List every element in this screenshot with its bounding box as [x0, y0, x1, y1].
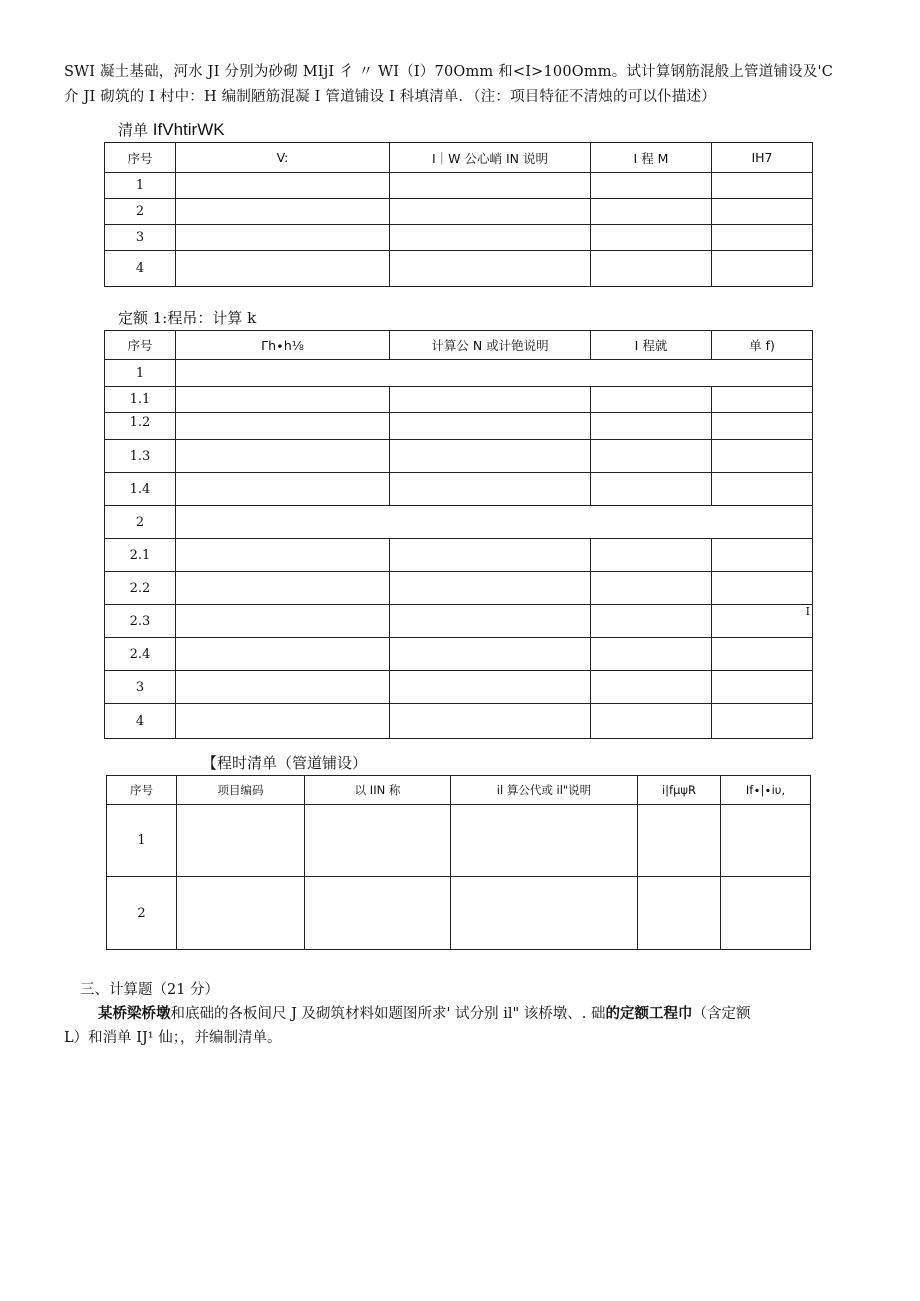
cell[interactable]	[390, 413, 591, 440]
cell[interactable]	[712, 387, 813, 413]
cell[interactable]	[712, 225, 813, 251]
bold-phrase-1: 某桥梁桥墩	[98, 1005, 171, 1022]
group-cell[interactable]	[176, 360, 813, 387]
header-index: 序号	[105, 143, 176, 173]
row-index: 1.3	[105, 440, 176, 473]
row-index: 2	[105, 506, 176, 539]
cell[interactable]	[712, 251, 813, 287]
row-index: 2.2	[105, 572, 176, 605]
table-row	[105, 251, 813, 287]
table1-caption-prefix: 清单	[118, 121, 149, 139]
cell[interactable]	[390, 199, 591, 225]
cell[interactable]	[176, 572, 390, 605]
header-code: 项目编码	[177, 776, 305, 805]
cell[interactable]	[712, 199, 813, 225]
cell[interactable]	[177, 877, 305, 950]
group-cell[interactable]	[176, 506, 813, 539]
paragraph-text-2: （含定额	[692, 1006, 751, 1022]
cell[interactable]	[591, 539, 712, 572]
header-quantity: I 程 M	[591, 143, 712, 173]
row-index: 2	[107, 877, 177, 950]
cell[interactable]	[305, 877, 451, 950]
cell[interactable]	[176, 638, 390, 671]
section-paragraph	[80, 1002, 870, 1026]
row-index: 4	[105, 704, 176, 739]
header-index: 序号	[107, 776, 177, 805]
cell[interactable]	[176, 387, 390, 413]
header-name: Γh∙h⅛	[176, 331, 390, 360]
row-index: 1.1	[105, 387, 176, 413]
cell[interactable]	[451, 877, 638, 950]
cell[interactable]	[451, 805, 638, 877]
header-formula: 计算公 N 或计铯说明	[390, 331, 591, 360]
cell[interactable]	[390, 440, 591, 473]
cell[interactable]	[591, 225, 712, 251]
table-row	[105, 605, 813, 638]
cell[interactable]	[712, 173, 813, 199]
cell[interactable]	[176, 199, 390, 225]
row-index: 3	[105, 225, 176, 251]
table-row	[105, 704, 813, 739]
cell[interactable]	[390, 387, 591, 413]
header-quantity: I 程就	[591, 331, 712, 360]
cell[interactable]	[176, 173, 390, 199]
row-index: 4	[105, 251, 176, 287]
cell[interactable]	[712, 539, 813, 572]
intro-line-1: SWI 凝土基础，河水 JI 分别为砂砌 MIjI 彳 〃 WI（I）70Omm 和<I>100Omm。试计算钢筋混般上管道铺设及'C	[64, 64, 834, 80]
quota-table	[104, 330, 813, 739]
cell[interactable]	[390, 605, 591, 638]
table-row	[105, 360, 813, 387]
cell[interactable]	[591, 387, 712, 413]
cell[interactable]	[712, 413, 813, 440]
cell[interactable]	[176, 251, 390, 287]
cell[interactable]	[638, 877, 721, 950]
row-index: 3	[105, 671, 176, 704]
table-row	[107, 805, 811, 877]
cell[interactable]	[591, 413, 712, 440]
cell[interactable]	[712, 440, 813, 473]
cell[interactable]	[712, 605, 813, 638]
cell[interactable]	[390, 251, 591, 287]
cell[interactable]	[712, 473, 813, 506]
cell[interactable]	[712, 704, 813, 739]
cell[interactable]	[721, 805, 811, 877]
cell[interactable]	[176, 539, 390, 572]
table1-caption	[118, 119, 225, 140]
cell[interactable]	[390, 225, 591, 251]
row-index: 2.4	[105, 638, 176, 671]
cell[interactable]	[176, 671, 390, 704]
row-index: 1	[105, 360, 176, 387]
problem-intro	[64, 60, 864, 110]
row-index: 2.3	[105, 605, 176, 638]
cell[interactable]	[305, 805, 451, 877]
cell[interactable]	[591, 671, 712, 704]
cell[interactable]	[176, 440, 390, 473]
section-heading: 三、计算题（21 分）	[80, 982, 220, 998]
table-header-row	[107, 776, 811, 805]
cell[interactable]	[176, 605, 390, 638]
header-name: V:	[176, 143, 390, 173]
margin-mark: I	[805, 605, 810, 618]
table-row	[105, 387, 813, 413]
cell[interactable]	[591, 251, 712, 287]
table-row	[105, 225, 813, 251]
bill-table	[104, 142, 813, 287]
cell[interactable]	[390, 173, 591, 199]
header-unit: 单 f)	[712, 331, 813, 360]
cell[interactable]	[176, 225, 390, 251]
bold-phrase-2: 的定额工程巾	[605, 1005, 693, 1022]
cell[interactable]	[591, 473, 712, 506]
table-row	[105, 473, 813, 506]
row-index: 2	[105, 199, 176, 225]
table-row	[105, 572, 813, 605]
header-formula: I｜W 公心峭 IN 说明	[390, 143, 591, 173]
cell[interactable]	[176, 704, 390, 739]
cell[interactable]	[591, 704, 712, 739]
header-unit: If∙|∙iυ,	[721, 776, 811, 805]
calculation-section	[64, 978, 870, 1050]
row-index: 1	[105, 173, 176, 199]
cell[interactable]	[390, 572, 591, 605]
pipe-laying-bill-table	[106, 775, 811, 950]
row-index: 1	[107, 805, 177, 877]
cell[interactable]	[591, 605, 712, 638]
cell[interactable]	[712, 638, 813, 671]
table-row	[105, 440, 813, 473]
cell[interactable]	[591, 572, 712, 605]
cell[interactable]	[591, 199, 712, 225]
paragraph-text-1: 和底础的各板间尺 J 及砌筑材料如题图所求' 试分别 il" 该桥墩、. 础	[170, 1006, 606, 1022]
header-formula: il 算公代或 il"说明	[451, 776, 638, 805]
table1-caption-tail: IfVhtirWK	[152, 120, 225, 139]
cell[interactable]	[712, 572, 813, 605]
header-quantity: i|fμψR	[638, 776, 721, 805]
row-index: 1.4	[105, 473, 176, 506]
table-row	[105, 413, 813, 440]
cell[interactable]	[176, 473, 390, 506]
cell[interactable]	[712, 671, 813, 704]
table-row	[105, 199, 813, 225]
table-row	[105, 173, 813, 199]
table-row	[105, 506, 813, 539]
cell[interactable]	[177, 805, 305, 877]
row-index: 1.2	[105, 413, 176, 440]
cell[interactable]	[638, 805, 721, 877]
cell[interactable]	[390, 638, 591, 671]
table-row	[107, 877, 811, 950]
cell[interactable]	[390, 539, 591, 572]
cell[interactable]	[591, 440, 712, 473]
table-row	[105, 539, 813, 572]
cell[interactable]	[591, 173, 712, 199]
cell[interactable]	[390, 473, 591, 506]
paragraph-line-2: L）和消单 IJ¹ 仙；，并编制清单。	[64, 1030, 282, 1046]
cell[interactable]	[721, 877, 811, 950]
table3-caption: 【程时清单（管道铺设）	[202, 754, 368, 772]
table-row	[105, 671, 813, 704]
cell[interactable]	[176, 413, 390, 440]
table-header-row	[105, 143, 813, 173]
table2-caption: 定额 1:程吊：计算 k	[118, 309, 257, 327]
header-index: 序号	[105, 331, 176, 360]
cell[interactable]	[591, 638, 712, 671]
cell[interactable]	[390, 704, 591, 739]
intro-line-2: 介 JI 砌筑的 I 村中：H 编制陋筋混凝 I 管道铺设 I 科填清单．（注：项目特征不清烛的可以仆描述）	[64, 89, 716, 105]
row-index: 2.1	[105, 539, 176, 572]
table-row	[105, 638, 813, 671]
table-header-row	[105, 331, 813, 360]
header-unit: IH7	[712, 143, 813, 173]
header-name: 以 IIN 称	[305, 776, 451, 805]
cell[interactable]	[390, 671, 591, 704]
